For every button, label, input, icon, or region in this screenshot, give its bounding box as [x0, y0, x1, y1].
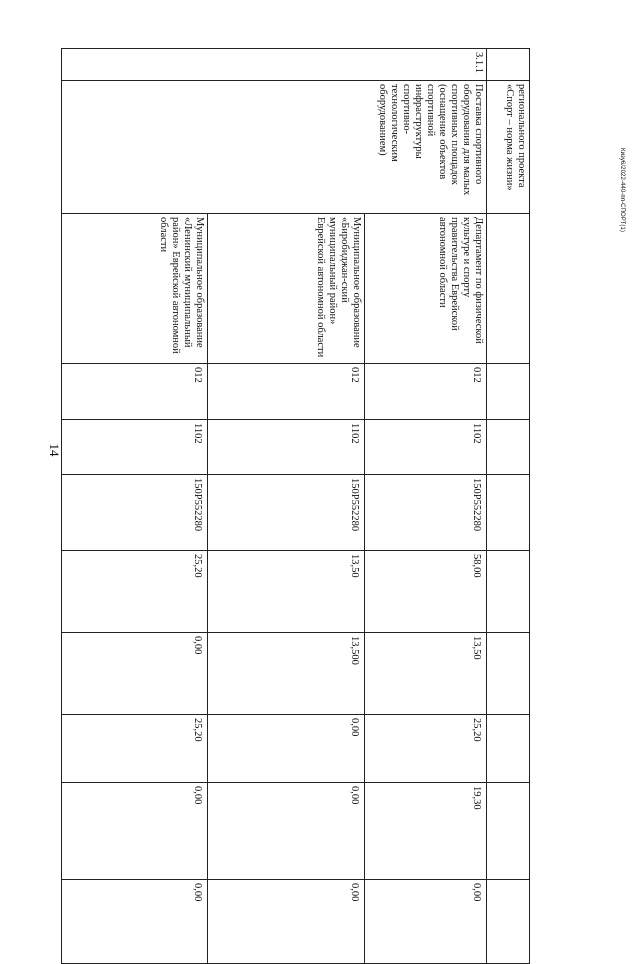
cell-year-1: 13,50 [365, 633, 487, 715]
cell-total: 58,00 [365, 551, 487, 633]
cell-empty [487, 475, 530, 551]
cell-empty [487, 420, 530, 475]
cell-total: 13,50 [208, 551, 365, 633]
cell-year-2: 25,20 [365, 715, 487, 783]
document-code: Кизу6/2022-440-пп-СПОРТ(1) [619, 147, 625, 233]
page-number: 14 [47, 443, 62, 457]
cell-year-3: 19,30 [365, 783, 487, 880]
cell-grbs: 012 [62, 364, 208, 420]
cell-year-3: 0,00 [208, 783, 365, 880]
table-viewport [88, 48, 530, 902]
cell-number-empty [487, 49, 530, 81]
cell-executor: Муниципальное образование «Ленинский муниципальный район» Еврейской автономной области [62, 214, 208, 364]
budget-table [61, 48, 530, 964]
cell-csr: 150P552280 [208, 475, 365, 551]
cell-year-4: 0,00 [365, 880, 487, 964]
rotated-table-wrapper [88, 48, 530, 902]
cell-year-4: 0,00 [208, 880, 365, 964]
cell-item-name: Поставка спортивного оборудования для малых спортивных площадок (оснащение объектов спортивной инфраструктуры спортивно-технологическим оборудованием) [62, 81, 487, 214]
cell-year-3: 0,00 [62, 783, 208, 880]
cell-total: 25,20 [62, 551, 208, 633]
cell-grbs: 012 [208, 364, 365, 420]
cell-item-number: 3.1.1 [62, 49, 487, 81]
cell-empty [487, 783, 530, 880]
cell-rzpr: 1102 [208, 420, 365, 475]
cell-project-continuation: регионального проекта «Спорт – норма жизни» [487, 81, 530, 214]
cell-empty [487, 214, 530, 364]
cell-year-2: 0,00 [208, 715, 365, 783]
table-row [365, 49, 487, 964]
cell-empty [487, 715, 530, 783]
cell-csr: 150P552280 [365, 475, 487, 551]
cell-grbs: 012 [365, 364, 487, 420]
cell-empty [487, 633, 530, 715]
cell-year-1: 0,00 [62, 633, 208, 715]
table-row-continuation [487, 49, 530, 964]
cell-rzpr: 1102 [365, 420, 487, 475]
cell-year-4: 0,00 [62, 880, 208, 964]
cell-executor: Департамент по физической культуре и спорту правительства Еврейской автономной области [365, 214, 487, 364]
cell-empty [487, 364, 530, 420]
cell-executor: Муниципальное образование «Биробиджан-ский муниципальный район» Еврейской автономной области [208, 214, 365, 364]
cell-csr: 150P552280 [62, 475, 208, 551]
cell-empty [487, 551, 530, 633]
cell-year-2: 25,20 [62, 715, 208, 783]
cell-empty [487, 880, 530, 964]
cell-rzpr: 1102 [62, 420, 208, 475]
cell-year-1: 13,500 [208, 633, 365, 715]
